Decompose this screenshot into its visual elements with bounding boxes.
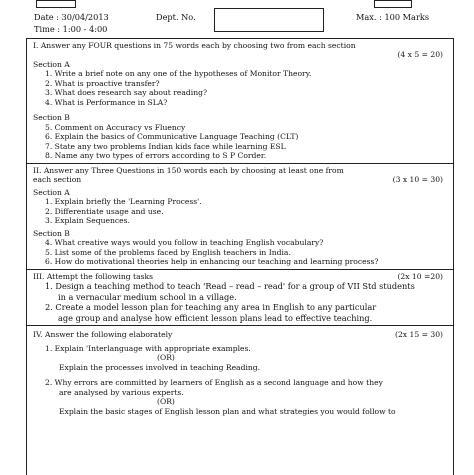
question-item: 4. What is Performance in SLA? [45,97,168,107]
task-line: in a vernacular medium school in a village. [45,291,237,302]
part-3-task-list [33,281,447,323]
paper-header [26,0,454,38]
question-item: 1. Explain 'Interlanguage with appropriate examples. [45,343,251,353]
institution-logo [36,0,76,8]
part-1-title: I. Answer any FOUR questions in 75 words each by choosing two from each section [33,41,356,50]
question-item: 2. Differentiate usage and use. [45,206,164,216]
corner-mark [374,0,412,8]
section-b-heading: Section B [33,113,70,123]
part-3-marks: (2x 10 =20) [397,271,443,281]
part-2-marks: (3 x 10 = 30) [392,175,443,185]
section-a-heading: Section A [33,59,70,69]
question-item: 4. What creative ways would you follow in teaching English vocabulary? [45,238,324,248]
question-alternative: Explain the basic stages of English lesson plan and what strategies you would follow to [59,406,396,416]
question-item: 1. Write a brief note on any one of the hypotheses of Monitor Theory. [45,69,312,79]
dept-label: Dept. No. [156,12,196,22]
part-1-section-b-list [33,123,447,161]
question-item: 1. Explain briefly the 'Learning Process'. [45,197,202,207]
task-line: age group and analyse how efficient lesson plans lead to effective teaching. [45,312,373,323]
part-2-section-a-list [33,197,447,225]
question-item: 2. What is proactive transfer? [45,78,160,88]
exam-time: Time : 1:00 - 4:00 [34,24,108,34]
part-2-title: II. Answer any Three Questions in 150 words each by choosing at least one from [33,165,344,175]
part-2 [27,164,453,270]
part-1-section-a-list [33,69,447,107]
question-item: 7. State any two problems Indian kids face while learning ESL [45,141,286,151]
section-a-heading: Section A [33,187,70,197]
dept-number-box [214,8,324,32]
part-4 [27,326,453,416]
max-marks: Max. : 100 Marks [356,12,430,22]
exam-paper [26,0,454,474]
question-frame [26,38,454,475]
question-item: 6. How do motivational theories help in enhancing our teaching and learning process? [45,257,379,267]
question-item: 2. Why errors are committed by learners of English as a second language and how they [45,378,383,388]
task-line: 2. Create a model lesson plan for teaching any area in English to any particular [45,302,377,313]
question-item-cont: are analysed by various experts. [59,387,184,397]
part-3-title: III. Attempt the following tasks [33,271,154,281]
part-2-title-cont: each section [33,175,82,185]
question-item: 8. Name any two types of errors according to S P Corder. [45,151,267,161]
question-alternative: Explain the processes involved in teaching Reading. [59,362,261,372]
section-b-heading: Section B [33,228,70,238]
part-1 [27,39,453,164]
or-separator: (OR) [157,353,175,363]
or-separator: (OR) [157,397,175,407]
exam-date: Date : 30/04/2013 [34,12,109,22]
part-4-title: IV. Answer the following elaborately [33,330,173,340]
question-item: 5. Comment on Accuracy vs Fluency [45,122,186,132]
part-4-question-list [33,344,447,416]
part-2-section-b-list [33,238,447,266]
part-3 [27,270,453,326]
task-line: 1. Design a teaching method to teach 'Read – read – read' for a group of VII Std students [45,281,415,292]
question-item: 5. List some of the problems faced by English teachers in India. [45,247,291,257]
part-1-marks: (4 x 5 = 20) [397,50,443,60]
question-item: 3. Explain Sequences. [45,216,130,226]
part-4-marks: (2x 15 = 30) [395,330,443,340]
question-item: 6. Explain the basics of Communicative Language Teaching (CLT) [45,132,299,142]
question-item: 3. What does research say about reading? [45,88,208,98]
